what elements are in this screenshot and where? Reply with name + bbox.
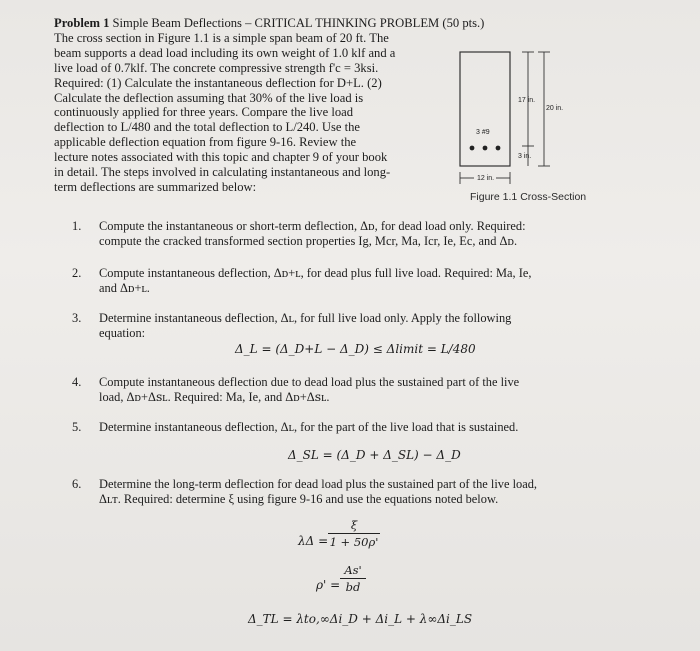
step-text: Compute instantaneous deflection due to dead load plus the sustained part of the live xyxy=(99,375,520,389)
step-text: Determine the long-term deflection for dead load plus the sustained part of the live load, xyxy=(99,477,538,491)
lambda-fraction xyxy=(328,518,380,549)
step-text: equation: xyxy=(99,325,146,340)
rebar-dot xyxy=(483,146,488,151)
label-12in: 12 in. xyxy=(477,175,495,182)
label-17in: 17 in. xyxy=(518,97,536,104)
step-number: 6. xyxy=(72,477,82,491)
statement-line: lecture notes associated with this topic and chapter 9 of your book xyxy=(54,150,388,165)
problem-title xyxy=(54,16,485,31)
rho-denominator: bd xyxy=(345,580,361,594)
lambda-lhs: λΔ = xyxy=(298,534,329,548)
step-text: Compute the instantaneous or short-term deflection, Δᴅ, for dead load only. Required: xyxy=(99,219,526,233)
step-number: 1. xyxy=(72,219,82,233)
step-text: load, Δᴅ+Δꜱʟ. Required: Ma, Ie, and Δᴅ+Δꜱʟ. xyxy=(99,389,330,404)
step-number: 2. xyxy=(72,266,82,280)
step-5 xyxy=(72,420,632,435)
equation-step5: Δ_SL = (Δ_D + Δ_SL) − Δ_D xyxy=(288,448,461,462)
step-text: compute the cracked transformed section properties Ig, Mcr, Ma, Icr, Ie, Ec, and Δᴅ. xyxy=(99,233,518,248)
step-text: Compute instantaneous deflection, Δᴅ+ʟ, for dead plus full live load. Required: Ma, Ie, xyxy=(99,266,532,280)
problem-title-rest: Simple Beam Deflections – CRITICAL THINKING PROBLEM (50 pts.) xyxy=(112,16,485,30)
rebar-dot xyxy=(496,146,501,151)
equation-long-term: Δ_TL = λto,∞Δi_D + Δi_L + λ∞Δi_LS xyxy=(248,612,473,626)
statement-line: term deflections are summarized below: xyxy=(54,179,257,194)
step-number: 4. xyxy=(72,375,82,389)
step-text: and Δᴅ+ʟ. xyxy=(99,280,150,295)
statement-line: in detail. The steps involved in calculating instantaneous and long- xyxy=(54,165,391,180)
label-3in: 3 in. xyxy=(518,153,532,160)
rebar-dot xyxy=(470,146,475,151)
problem-heading: Problem 1 xyxy=(54,16,110,30)
label-20in: 20 in. xyxy=(546,105,564,112)
step-4 xyxy=(72,375,632,404)
lambda-denominator: 1 + 50ρ' xyxy=(329,535,379,549)
statement-line: continuously applied for three years. Compare the live load xyxy=(54,105,354,120)
rho-fraction xyxy=(340,563,366,594)
statement-line: Required: (1) Calculate the instantaneous deflection for D+L. (2) xyxy=(54,75,382,90)
statement-line: applicable deflection equation from figure 9-16. Review the xyxy=(54,135,357,150)
cross-section-figure xyxy=(452,50,582,190)
step-number: 5. xyxy=(72,420,82,434)
step-6 xyxy=(72,477,632,506)
statement-line: The cross section in Figure 1.1 is a simple span beam of 20 ft. The xyxy=(54,30,389,45)
step-text: Δʟᴛ. Required: determine ξ using figure 9-16 and use the equations noted below. xyxy=(99,491,499,506)
step-number: 3. xyxy=(72,311,82,325)
step-text: Determine instantaneous deflection, Δʟ, for full live load only. Apply the following xyxy=(99,311,512,325)
statement-line: live load of 0.7klf. The concrete compressive strength f'c = 3ksi. xyxy=(54,60,379,75)
step-1 xyxy=(72,219,632,248)
step-2 xyxy=(72,266,632,295)
statement-line: beam supports a dead load including its own weight of 1.0 klf and a xyxy=(54,45,396,60)
statement-line: deflection to L/480 and the total deflection to L/240. Use the xyxy=(54,120,361,135)
lambda-numerator: ξ xyxy=(350,518,358,532)
equation-step3: Δ_L = (Δ_D+L − Δ_D) ≤ Δlimit = L/480 xyxy=(235,342,476,356)
step-text: Determine instantaneous deflection, Δʟ, for the part of the live load that is sustained. xyxy=(99,420,519,434)
figure-caption: Figure 1.1 Cross-Section xyxy=(470,191,587,203)
step-3 xyxy=(72,311,632,340)
statement-line: Calculate the deflection assuming that 30% of the live load is xyxy=(54,90,364,105)
bar-label: 3 #9 xyxy=(476,129,490,136)
rho-numerator: As' xyxy=(344,563,362,577)
rho-lhs: ρ' = xyxy=(316,578,341,592)
